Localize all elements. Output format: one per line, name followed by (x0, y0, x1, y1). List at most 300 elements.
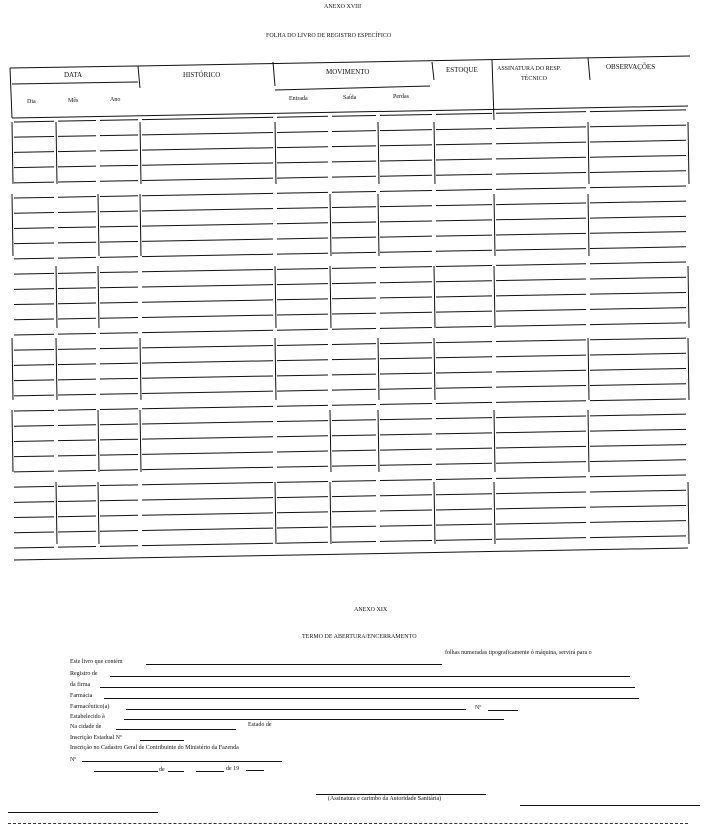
table-row-rule (100, 409, 138, 410)
table-row-rule (380, 510, 432, 511)
table-row-rule (496, 218, 586, 220)
table-row-rule (277, 192, 328, 193)
table-row-rule (496, 507, 586, 509)
table-row-rule (100, 257, 138, 258)
table-row-rule (380, 175, 432, 176)
table-row-rule (14, 426, 54, 427)
table-row-rule (332, 435, 376, 436)
table-row-rule (14, 486, 54, 487)
table-column-rule (378, 122, 379, 184)
table-row-rule (380, 145, 432, 146)
table-row-rule (332, 313, 376, 314)
table-row-rule (590, 414, 686, 416)
table-row-rule (590, 445, 686, 447)
table-row-rule (380, 358, 432, 359)
table-row-rule (496, 370, 586, 372)
table-row-rule (100, 363, 138, 364)
table-row-rule (496, 340, 586, 342)
table-row-rule (436, 463, 492, 464)
table-row-rule (590, 475, 686, 477)
table-row-rule (142, 254, 273, 256)
table-row-rule (496, 112, 586, 114)
margin-rule-left (8, 812, 158, 813)
table-row-rule (436, 402, 492, 403)
table-row-rule (332, 268, 376, 269)
table-row-rule (496, 325, 586, 327)
table-row-rule (590, 490, 686, 492)
table-row-rule (590, 369, 686, 371)
table-row-rule (100, 531, 138, 532)
table-row-rule (332, 131, 376, 132)
table-row-rule (332, 161, 376, 162)
table-row-rule (380, 540, 432, 541)
table-row-rule (58, 379, 96, 380)
label-de-1: de (159, 767, 165, 773)
table-row-rule (277, 208, 328, 209)
table-row-rule (332, 420, 376, 421)
table-row-rule (332, 115, 376, 116)
table-row-rule (496, 142, 586, 144)
table-row-rule (332, 192, 376, 193)
table-row-rule (14, 273, 54, 274)
table-row-rule (380, 343, 432, 344)
table-column-rule (140, 410, 141, 472)
label-de-2: de 19 (226, 766, 240, 772)
table-row-rule (277, 390, 328, 391)
table-row-rule (436, 524, 492, 525)
table-row-rule (277, 360, 328, 361)
table-row-rule (332, 465, 376, 466)
table-row-rule (496, 279, 586, 281)
table-row-rule (277, 375, 328, 376)
table-row-rule (100, 226, 138, 227)
table-row-rule (277, 268, 328, 269)
table-row-rule (380, 480, 432, 481)
table-row-rule (142, 528, 273, 530)
header-mes: Mês (68, 98, 79, 104)
table-column-rule (140, 338, 141, 400)
table-row-rule (277, 132, 328, 133)
table-column-rule (588, 122, 589, 184)
table-row-rule (590, 460, 686, 462)
table-row-rule (496, 264, 586, 266)
table-row-rule (58, 333, 96, 334)
table-row-rule (142, 239, 273, 241)
field-no-1[interactable] (488, 710, 518, 711)
table-row-rule (100, 241, 138, 242)
table-row-rule (142, 117, 273, 119)
table-row-rule (436, 494, 492, 495)
header-estoque: ESTOQUE (446, 66, 478, 74)
field-estabelecido[interactable] (124, 719, 504, 720)
header-observacoes: OBSERVAÇÕES (606, 63, 656, 71)
table-row-rule (436, 113, 492, 114)
table-column-rule (378, 194, 379, 256)
header-movimento: MOVIMENTO (326, 68, 370, 76)
table-row-rule (100, 333, 138, 334)
table-row-rule (58, 303, 96, 304)
table-row-rule (58, 455, 96, 456)
table-row-rule (277, 162, 328, 163)
table-row-rule (14, 349, 54, 350)
table-row-rule (142, 391, 273, 393)
table-row-rule (380, 464, 432, 465)
table-row-rule (496, 127, 586, 129)
table-row-rule (496, 446, 586, 448)
table-row-rule (380, 373, 432, 374)
table-row-rule (58, 394, 96, 395)
label-inscricao-cgc: Inscrição no Cadastro Geral de Contribuinte do Ministério da Fazenda (70, 745, 239, 751)
field-dia[interactable] (168, 771, 184, 772)
table-row-rule (332, 496, 376, 497)
header-top-rule (10, 66, 138, 68)
table-row-rule (14, 547, 54, 548)
table-row-rule (277, 512, 328, 513)
table-row-rule (496, 309, 586, 311)
table-row-rule (590, 262, 686, 264)
field-assinatura[interactable] (316, 794, 486, 795)
table-row-rule (436, 326, 492, 327)
field-inscricao-estadual[interactable] (140, 740, 184, 741)
table-row-rule (100, 196, 138, 197)
table-row-rule (58, 486, 96, 487)
annex18-subtitle: FOLHA DO LIVRO DE REGISTRO ESPECÍFICO (266, 33, 392, 39)
field-firma[interactable] (100, 687, 635, 688)
table-row-rule (380, 525, 432, 526)
table-row-rule (142, 133, 273, 135)
table-row-rule (590, 384, 686, 386)
table-row-rule (277, 481, 328, 482)
table-row-rule (590, 536, 686, 538)
table-column-rule (12, 410, 13, 472)
header-tecnico: TÉCNICO (521, 76, 547, 82)
table-row-rule (590, 292, 686, 294)
table-row-rule (58, 136, 96, 137)
table-row-rule (14, 304, 54, 305)
header-saida: Saída (343, 95, 357, 101)
table-column-rule (56, 338, 57, 400)
table-row-rule (436, 174, 492, 175)
table-row-rule (277, 329, 328, 330)
table-row-rule (496, 294, 586, 296)
table-row-rule (436, 418, 492, 419)
field-mes[interactable] (196, 771, 224, 772)
table-row-rule (14, 471, 54, 472)
table-row-rule (14, 410, 54, 411)
table-column-rule (588, 194, 589, 256)
table-column-rule (688, 122, 689, 184)
table-row-rule (380, 297, 432, 298)
cut-line (8, 823, 688, 824)
table-column-rule (98, 482, 99, 544)
table-row-rule (277, 253, 328, 254)
table-row-rule (380, 236, 432, 237)
table-row-rule (436, 357, 492, 358)
table-row-rule (14, 197, 54, 198)
table-row-rule (277, 345, 328, 346)
table-row-rule (380, 206, 432, 207)
table-row-rule (590, 247, 686, 249)
table-row-rule (436, 159, 492, 160)
table-row-rule (100, 211, 138, 212)
table-column-rule (494, 482, 495, 544)
field-folhas[interactable] (146, 664, 442, 665)
table-row-rule (58, 212, 96, 213)
table-column-rule (588, 338, 589, 400)
table-row-rule (380, 312, 432, 313)
table-row-rule (142, 209, 273, 211)
field-cidade[interactable] (116, 729, 236, 730)
table-row-rule (58, 197, 96, 198)
table-row-rule (14, 243, 54, 244)
table-row-rule (142, 285, 273, 287)
table-row-rule (58, 227, 96, 228)
table-row-rule (332, 207, 376, 208)
table-row-rule (100, 500, 138, 501)
table-row-rule (380, 267, 432, 268)
table-column-rule (378, 338, 379, 400)
table-row-rule (142, 269, 273, 271)
table-row-rule (277, 147, 328, 148)
table-row-rule (496, 386, 586, 388)
table-row-rule (496, 233, 586, 235)
table-row-rule (277, 314, 328, 315)
table-row-rule (100, 272, 138, 273)
table-row-rule (380, 221, 432, 222)
table-column-rule (12, 122, 13, 184)
table-column-rule (275, 122, 276, 184)
table-row-rule (436, 387, 492, 388)
table-row-rule (58, 546, 96, 547)
table-row-rule (14, 136, 54, 137)
table-row-rule (590, 399, 686, 401)
table-row-rule (142, 163, 273, 165)
table-row-rule (436, 539, 492, 540)
header-ano: Ano (110, 97, 121, 103)
table-row-rule (380, 327, 432, 328)
table-column-rule (98, 194, 99, 256)
table-row-rule (436, 509, 492, 510)
table-row-rule (590, 277, 686, 279)
table-row-rule (496, 203, 586, 205)
table-row-rule (590, 353, 686, 355)
table-row-rule (277, 299, 328, 300)
table-row-rule (380, 160, 432, 161)
table-row-rule (590, 201, 686, 203)
table-row-rule (58, 151, 96, 152)
table-row-rule (14, 334, 54, 335)
table-row-rule (100, 318, 138, 319)
table-row-rule (14, 319, 54, 320)
table-row-rule (332, 252, 376, 253)
table-row-rule (14, 365, 54, 366)
table-row-rule (590, 505, 686, 507)
table-row-rule (14, 517, 54, 518)
table-row-rule (332, 374, 376, 375)
table-row-rule (100, 150, 138, 151)
historico-col-rule (273, 62, 275, 86)
table-row-rule (14, 532, 54, 533)
field-farmacia[interactable] (104, 698, 639, 699)
header-perda: Perdas (393, 94, 409, 100)
table-row-rule (380, 114, 432, 115)
table-row-rule (58, 410, 96, 411)
table-row-rule (142, 330, 273, 332)
table-left-rule (10, 68, 12, 118)
table-row-rule (590, 232, 686, 234)
table-row-rule (100, 546, 138, 547)
label-no-cgc: Nº (70, 757, 77, 763)
table-row-rule (277, 238, 328, 239)
table-column-rule (275, 482, 276, 544)
table-column-rule (56, 482, 57, 544)
table-column-rule (434, 266, 435, 328)
table-row-rule (100, 165, 138, 166)
table-row-rule (277, 405, 328, 406)
table-row-rule (58, 470, 96, 471)
table-row-rule (380, 449, 432, 450)
data-col-rule (138, 66, 140, 88)
table-row-rule (58, 166, 96, 167)
table-row-rule (14, 456, 54, 457)
table-row-rule (380, 191, 432, 192)
table-row-rule (100, 302, 138, 303)
label-farmaceutico: Farmacêutico(a) (70, 704, 110, 710)
label-farmacia: Farmácia (70, 693, 93, 699)
table-column-rule (275, 266, 276, 328)
table-row-rule (142, 148, 273, 150)
table-row-rule (142, 178, 273, 180)
table-row-rule (436, 129, 492, 130)
field-no-cgc[interactable] (82, 761, 282, 762)
table-row-rule (58, 318, 96, 319)
table-row-rule (277, 436, 328, 437)
table-column-rule (378, 410, 379, 472)
label-assinatura-autoridade: (Assinatura e carimbo da Autoridade Sanitária) (328, 796, 442, 802)
table-row-rule (58, 242, 96, 243)
table-row-rule (14, 502, 54, 503)
table-row-rule (332, 283, 376, 284)
header-assinatura: ASSINATURA DO RESP. (497, 66, 561, 72)
table-column-rule (330, 194, 331, 256)
table-row-rule (142, 361, 273, 363)
table-row-rule (277, 451, 328, 452)
table-column-rule (140, 122, 141, 184)
table-column-rule (56, 122, 57, 184)
table-row-rule (380, 130, 432, 131)
table-row-rule (496, 416, 586, 418)
table-row-rule (590, 338, 686, 340)
table-row-rule (436, 250, 492, 251)
table-row-rule (496, 157, 586, 159)
table-row-rule (142, 224, 273, 226)
table-row-rule (14, 441, 54, 442)
margin-rule-right (520, 805, 700, 806)
annex19-subtitle: TERMO DE ABERTURA/ENCERRAMENTO (302, 634, 417, 640)
table-row-rule (100, 454, 138, 455)
table-row-rule (436, 311, 492, 312)
table-row-rule (380, 419, 432, 420)
table-row-rule (436, 342, 492, 343)
table-row-rule (277, 527, 328, 528)
table-row-rule (142, 437, 273, 439)
table-column-rule (494, 410, 495, 472)
table-row-rule (142, 467, 273, 469)
table-row-rule (436, 235, 492, 236)
table-column-rule (434, 122, 435, 184)
table-row-rule (14, 258, 54, 259)
table-row-rule (436, 144, 492, 145)
observacoes-col-rule (588, 58, 590, 80)
table-row-rule (14, 289, 54, 290)
table-row-rule (496, 477, 586, 479)
header-data: DATA (64, 71, 83, 79)
table-row-rule (590, 429, 686, 431)
table-row-rule (380, 282, 432, 283)
table-row-rule (58, 440, 96, 441)
table-row-rule (277, 421, 328, 422)
table-row-rule (277, 542, 328, 543)
table-row-rule (100, 181, 138, 182)
table-row-rule (332, 328, 376, 329)
field-ano[interactable] (246, 770, 264, 771)
table-column-rule (434, 338, 435, 400)
table-row-rule (277, 466, 328, 467)
table-row-rule (496, 401, 586, 403)
table-column-rule (494, 194, 495, 256)
table-column-rule (434, 482, 435, 544)
table-row-rule (332, 511, 376, 512)
table-row-rule (590, 156, 686, 158)
table-row-rule (277, 177, 328, 178)
table-row-rule (496, 173, 586, 175)
table-row-rule (142, 300, 273, 302)
table-row-rule (58, 425, 96, 426)
label-certify: Este livro que contém (70, 659, 123, 665)
table-row-rule (100, 287, 138, 288)
table-row-rule (100, 439, 138, 440)
table-row-rule (436, 205, 492, 206)
table-row-rule (332, 359, 376, 360)
table-row-rule (100, 485, 138, 486)
table-row-rule (496, 462, 586, 464)
table-column-rule (275, 338, 276, 400)
table-row-rule (332, 222, 376, 223)
table-column-rule (12, 194, 13, 256)
table-row-rule (380, 434, 432, 435)
table-row-rule (14, 395, 54, 396)
table-row-rule (496, 431, 586, 433)
table-row-rule (14, 167, 54, 168)
annex18-title: ANEXO XVIII (324, 4, 362, 10)
field-farmaceutico[interactable] (126, 709, 466, 710)
table-row-rule (590, 308, 686, 310)
table-column-rule (330, 410, 331, 472)
table-row-rule (436, 479, 492, 480)
header-entrada: Entrada (289, 96, 308, 102)
table-row-rule (58, 288, 96, 289)
label-inscricao-estadual: Inscrição Estadual Nº (70, 735, 122, 741)
field-registro[interactable] (110, 676, 630, 677)
movimento-sub-rule (275, 86, 430, 90)
table-column-rule (330, 266, 331, 328)
label-estabelecido: Estabelecido à (70, 714, 105, 720)
table-row-rule (332, 237, 376, 238)
table-row-rule (332, 541, 376, 542)
estoque-col-rule (432, 62, 434, 80)
table-row-rule (332, 389, 376, 390)
field-local[interactable] (94, 771, 158, 772)
